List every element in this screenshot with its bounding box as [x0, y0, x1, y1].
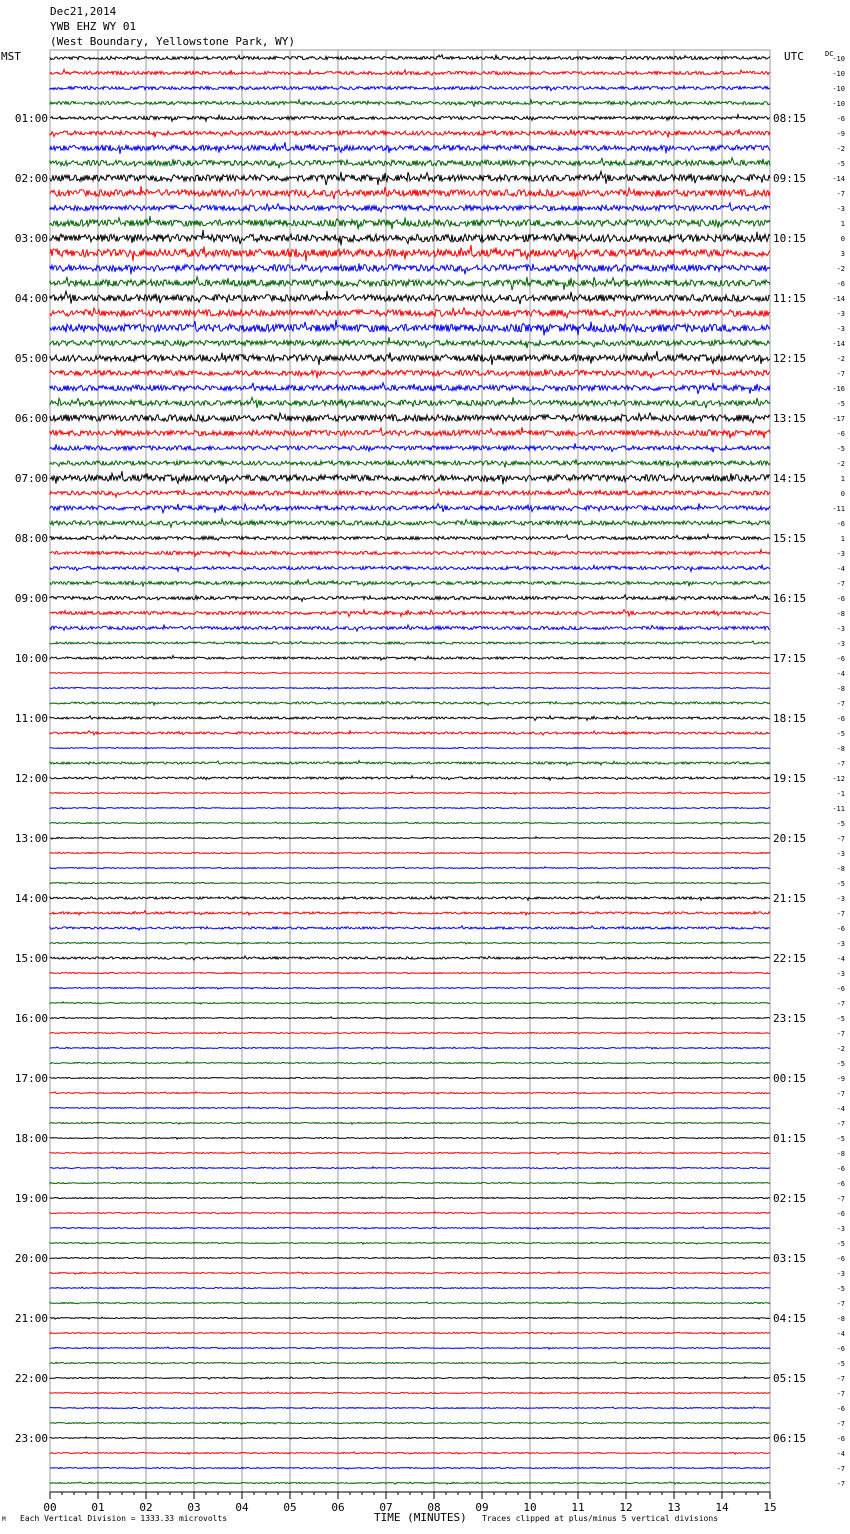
- right-hour-label: 16:15: [773, 592, 807, 605]
- trace-23: [50, 383, 770, 394]
- trace-52: [50, 822, 770, 824]
- dc-offset-label: -8: [836, 1315, 845, 1323]
- right-timezone-label: UTC: [784, 50, 804, 63]
- x-tick-label: 03: [187, 1501, 201, 1514]
- right-hour-label: 00:15: [773, 1072, 807, 1085]
- dc-offset-label: -2: [836, 1045, 845, 1053]
- trace-50: [50, 792, 770, 794]
- trace-68: [50, 1062, 770, 1064]
- x-tick-label: 04: [235, 1501, 249, 1514]
- trace-88: [50, 1362, 770, 1364]
- dc-offset-label: -2: [836, 460, 845, 468]
- dc-offset-label: -4: [836, 565, 845, 573]
- right-hour-label: 12:15: [773, 352, 807, 365]
- dc-offset-label: -3: [836, 205, 845, 213]
- left-hour-label: 04:00: [14, 292, 48, 305]
- trace-46: [50, 731, 770, 735]
- x-tick-label: 11: [571, 1501, 585, 1514]
- left-hour-label: 23:00: [14, 1432, 48, 1445]
- dc-offset-label: -6: [836, 1405, 845, 1413]
- dc-offset-label: 1: [840, 475, 845, 483]
- left-hour-label: 18:00: [14, 1132, 48, 1145]
- trace-63: [50, 987, 770, 989]
- trace-18: [50, 308, 770, 318]
- dc-offset-label: -4: [836, 955, 845, 963]
- dc-offset-label: -6: [836, 1435, 845, 1443]
- trace-34: [50, 550, 770, 557]
- dc-offset-label: -7: [836, 370, 845, 378]
- dc-offset-label: -7: [836, 835, 845, 843]
- trace-95: [50, 1467, 770, 1469]
- x-tick-label: 01: [91, 1501, 105, 1514]
- dc-offset-label: -5: [836, 445, 845, 453]
- trace-44: [50, 702, 770, 706]
- dc-offset-label: -5: [836, 1360, 845, 1368]
- trace-94: [50, 1452, 770, 1454]
- dc-offset-label: -3: [836, 625, 845, 633]
- trace-31: [50, 503, 770, 512]
- left-hour-label: 05:00: [14, 352, 48, 365]
- clip-note: Traces clipped at plus/minus 5 vertical divisions: [482, 1514, 719, 1523]
- trace-67: [50, 1047, 770, 1049]
- trace-66: [50, 1032, 770, 1034]
- dc-offset-label: -10: [832, 85, 845, 93]
- trace-group: [50, 55, 770, 1485]
- trace-77: [50, 1197, 770, 1199]
- dc-offset-label: -17: [832, 415, 845, 423]
- trace-61: [50, 956, 770, 960]
- trace-49: [50, 776, 770, 780]
- right-hour-label: 17:15: [773, 652, 807, 665]
- trace-87: [50, 1347, 770, 1349]
- trace-36: [50, 580, 770, 587]
- x-tick-label: 14: [715, 1501, 729, 1514]
- trace-74: [50, 1152, 770, 1154]
- right-hour-label: 21:15: [773, 892, 807, 905]
- trace-10: [50, 186, 770, 199]
- left-hour-label: 09:00: [14, 592, 48, 605]
- dc-offset-label: -7: [836, 190, 845, 198]
- trace-71: [50, 1107, 770, 1109]
- trace-39: [50, 625, 770, 632]
- dc-offset-label: 1: [840, 535, 845, 543]
- dc-offset-label: -12: [832, 775, 845, 783]
- dc-offset-label: 1: [840, 220, 845, 228]
- trace-73: [50, 1137, 770, 1139]
- right-hour-label: 23:15: [773, 1012, 807, 1025]
- dc-offset-label: -4: [836, 1330, 845, 1338]
- dc-offset-label: -6: [836, 655, 845, 663]
- left-hour-label: 08:00: [14, 532, 48, 545]
- dc-offset-label: -6: [836, 1180, 845, 1188]
- trace-92: [50, 1422, 770, 1424]
- dc-offset-label: -8: [836, 610, 845, 618]
- dc-offset-label: -5: [836, 1135, 845, 1143]
- dc-offset-label: -9: [836, 130, 845, 138]
- trace-25: [50, 413, 770, 423]
- trace-4: [50, 100, 770, 107]
- chart-date: Dec21,2014: [50, 5, 117, 18]
- x-tick-label: 08: [427, 1501, 441, 1514]
- dc-offset-label: -7: [836, 1030, 845, 1038]
- right-hour-label: 22:15: [773, 952, 807, 965]
- trace-47: [50, 747, 770, 749]
- trace-11: [50, 203, 770, 212]
- x-tick-label: 02: [139, 1501, 153, 1514]
- dc-offset-label: -3: [836, 310, 845, 318]
- chart-subtitle: (West Boundary, Yellowstone Park, WY): [50, 35, 296, 48]
- trace-65: [50, 1017, 770, 1019]
- dc-offset-label: -16: [832, 385, 845, 393]
- dc-offset-label: -3: [836, 550, 845, 558]
- trace-27: [50, 443, 770, 452]
- left-hour-label: 11:00: [14, 712, 48, 725]
- left-hour-label: 01:00: [14, 112, 48, 125]
- trace-17: [50, 291, 770, 304]
- left-hour-label: 17:00: [14, 1072, 48, 1085]
- dc-offset-label: -6: [836, 280, 845, 288]
- left-hour-label: 07:00: [14, 472, 48, 485]
- trace-70: [50, 1092, 770, 1094]
- trace-54: [50, 852, 770, 854]
- dc-offset-label: -3: [836, 850, 845, 858]
- dc-offset-label: -8: [836, 745, 845, 753]
- right-hour-label: 06:15: [773, 1432, 807, 1445]
- trace-57: [50, 896, 770, 900]
- right-hour-label: 13:15: [773, 412, 807, 425]
- right-hour-label: 14:15: [773, 472, 807, 485]
- dc-offset-label: -5: [836, 1285, 845, 1293]
- dc-offset-label: -7: [836, 910, 845, 918]
- right-hour-label: 18:15: [773, 712, 807, 725]
- dc-offset-label: -7: [836, 1300, 845, 1308]
- dc-offset-label: -7: [836, 1465, 845, 1473]
- dc-offset-label: -5: [836, 1060, 845, 1068]
- x-tick-label: 15: [763, 1501, 777, 1514]
- trace-62: [50, 972, 770, 974]
- trace-30: [50, 489, 770, 497]
- trace-59: [50, 926, 770, 930]
- chart-title: YWB EHZ WY 01: [50, 20, 137, 33]
- trace-16: [50, 277, 770, 290]
- dc-offset-label: -7: [836, 1195, 845, 1203]
- dc-offset-label: -2: [836, 355, 845, 363]
- right-hour-label: 19:15: [773, 772, 807, 785]
- dc-offset-label: -5: [836, 730, 845, 738]
- dc-offset-label: -10: [832, 70, 845, 78]
- trace-72: [50, 1122, 770, 1124]
- dc-offset-label: -6: [836, 595, 845, 603]
- scale-note: Each Vertical Division = 1333.33 microvolts: [20, 1514, 228, 1523]
- trace-48: [50, 761, 770, 766]
- dc-offset-label: -7: [836, 760, 845, 768]
- trace-24: [50, 397, 770, 408]
- trace-58: [50, 911, 770, 915]
- x-tick-label: 09: [475, 1501, 489, 1514]
- right-hour-label: 10:15: [773, 232, 807, 245]
- dc-offset-label: -3: [836, 640, 845, 648]
- right-hour-label: 01:15: [773, 1132, 807, 1145]
- trace-60: [50, 942, 770, 944]
- dc-offset-label: -5: [836, 400, 845, 408]
- trace-69: [50, 1077, 770, 1079]
- trace-75: [50, 1167, 770, 1169]
- dc-offset-label: -3: [836, 1225, 845, 1233]
- trace-13: [50, 230, 770, 246]
- trace-33: [50, 535, 770, 541]
- dc-offset-label: -2: [836, 265, 845, 273]
- dc-offset-label: -10: [832, 100, 845, 108]
- trace-1: [50, 55, 770, 60]
- dc-offset-label: 0: [840, 490, 845, 498]
- left-hour-label: 20:00: [14, 1252, 48, 1265]
- dc-offset-label: -4: [836, 1450, 845, 1458]
- trace-14: [50, 245, 770, 261]
- trace-3: [50, 86, 770, 91]
- dc-offset-label: -11: [832, 805, 845, 813]
- trace-86: [50, 1332, 770, 1334]
- trace-9: [50, 171, 770, 185]
- trace-84: [50, 1302, 770, 1304]
- dc-offset-label: -4: [836, 670, 845, 678]
- trace-51: [50, 807, 770, 809]
- dc-offset-label: -7: [836, 1120, 845, 1128]
- dc-offset-label: -3: [836, 940, 845, 948]
- right-hour-label: 20:15: [773, 832, 807, 845]
- right-hour-label: 15:15: [773, 532, 807, 545]
- x-tick-label: 07: [379, 1501, 393, 1514]
- dc-offset-label: -1: [836, 790, 845, 798]
- trace-22: [50, 369, 770, 378]
- dc-offset-label: -7: [836, 1480, 845, 1488]
- x-axis-label: TIME (MINUTES): [374, 1511, 467, 1524]
- trace-26: [50, 427, 770, 438]
- dc-offset-label: -3: [836, 325, 845, 333]
- x-tick-label: 13: [667, 1501, 681, 1514]
- dc-label: DC: [825, 50, 834, 58]
- trace-21: [50, 351, 770, 365]
- dc-offset-label: -3: [836, 970, 845, 978]
- dc-offset-label: -7: [836, 1090, 845, 1098]
- dc-offset-label: 3: [840, 250, 845, 258]
- trace-85: [50, 1317, 770, 1319]
- trace-5: [50, 115, 770, 122]
- dc-offset-label: -6: [836, 1210, 845, 1218]
- left-hour-label: 15:00: [14, 952, 48, 965]
- trace-80: [50, 1242, 770, 1244]
- dc-offset-label: -2: [836, 145, 845, 153]
- left-hour-label: 16:00: [14, 1012, 48, 1025]
- dc-offset-label: -4: [836, 1105, 845, 1113]
- dc-offset-label: -14: [832, 340, 845, 348]
- trace-37: [50, 595, 770, 601]
- dc-offset-label: -7: [836, 580, 845, 588]
- dc-offset-label: -3: [836, 895, 845, 903]
- trace-43: [50, 687, 770, 689]
- dc-offset-label: -10: [832, 55, 845, 63]
- left-hour-label: 19:00: [14, 1192, 48, 1205]
- dc-offset-label: -7: [836, 700, 845, 708]
- trace-7: [50, 142, 770, 154]
- x-tick-label: 12: [619, 1501, 633, 1514]
- trace-93: [50, 1437, 770, 1439]
- trace-2: [50, 70, 770, 76]
- trace-42: [50, 672, 770, 674]
- x-tick-label: 06: [331, 1501, 345, 1514]
- right-hour-label: 02:15: [773, 1192, 807, 1205]
- dc-offset-label: -7: [836, 1000, 845, 1008]
- left-hour-label: 13:00: [14, 832, 48, 845]
- trace-12: [50, 216, 770, 230]
- trace-56: [50, 882, 770, 884]
- dc-offset-label: -14: [832, 295, 845, 303]
- dc-offset-label: -7: [836, 1375, 845, 1383]
- trace-64: [50, 1002, 770, 1004]
- left-hour-label: 02:00: [14, 172, 48, 185]
- trace-28: [50, 459, 770, 467]
- left-hour-label: 22:00: [14, 1372, 48, 1385]
- corner-mark: M: [2, 1516, 6, 1523]
- dc-offset-label: -7: [836, 1420, 845, 1428]
- x-tick-label: 10: [523, 1501, 537, 1514]
- trace-89: [50, 1377, 770, 1379]
- trace-90: [50, 1392, 770, 1394]
- trace-55: [50, 867, 770, 869]
- trace-82: [50, 1272, 770, 1274]
- dc-offset-label: 0: [840, 235, 845, 243]
- dc-offset-label: -9: [836, 1075, 845, 1083]
- dc-offset-label: -5: [836, 160, 845, 168]
- trace-32: [50, 519, 770, 527]
- left-timezone-label: MST: [1, 50, 21, 63]
- trace-53: [50, 837, 770, 839]
- left-hour-label: 12:00: [14, 772, 48, 785]
- dc-offset-label: -14: [832, 175, 845, 183]
- trace-15: [50, 263, 770, 274]
- dc-offset-label: -6: [836, 1345, 845, 1353]
- trace-19: [50, 320, 770, 336]
- x-tick-label: 05: [283, 1501, 297, 1514]
- dc-offset-label: -6: [836, 715, 845, 723]
- dc-offset-label: -6: [836, 520, 845, 528]
- dc-offset-label: -6: [836, 985, 845, 993]
- dc-offset-label: -6: [836, 1165, 845, 1173]
- right-hour-label: 04:15: [773, 1312, 807, 1325]
- dc-offset-label: -6: [836, 1255, 845, 1263]
- trace-35: [50, 565, 770, 571]
- left-hour-label: 10:00: [14, 652, 48, 665]
- dc-offset-label: -5: [836, 1240, 845, 1248]
- right-hour-label: 11:15: [773, 292, 807, 305]
- trace-40: [50, 641, 770, 645]
- trace-91: [50, 1407, 770, 1409]
- trace-38: [50, 610, 770, 617]
- trace-41: [50, 656, 770, 661]
- trace-83: [50, 1287, 770, 1289]
- dc-offset-label: -8: [836, 1150, 845, 1158]
- left-hour-label: 03:00: [14, 232, 48, 245]
- trace-81: [50, 1257, 770, 1259]
- trace-79: [50, 1227, 770, 1229]
- right-hour-label: 09:15: [773, 172, 807, 185]
- dc-offset-label: -5: [836, 820, 845, 828]
- dc-offset-label: -11: [832, 505, 845, 513]
- x-tick-label: 00: [43, 1501, 57, 1514]
- dc-offset-label: -5: [836, 880, 845, 888]
- trace-76: [50, 1182, 770, 1184]
- dc-offset-label: -8: [836, 865, 845, 873]
- dc-offset-label: -7: [836, 1390, 845, 1398]
- trace-96: [50, 1482, 770, 1484]
- dc-offset-label: -6: [836, 115, 845, 123]
- trace-6: [50, 129, 770, 137]
- dc-offset-label: -6: [836, 430, 845, 438]
- trace-8: [50, 158, 770, 169]
- trace-45: [50, 716, 770, 721]
- dc-offset-label: -5: [836, 1015, 845, 1023]
- trace-20: [50, 337, 770, 348]
- dc-offset-label: -8: [836, 685, 845, 693]
- dc-offset-label: -3: [836, 1270, 845, 1278]
- trace-78: [50, 1212, 770, 1214]
- left-hour-label: 06:00: [14, 412, 48, 425]
- dc-offset-label: -6: [836, 925, 845, 933]
- trace-29: [50, 471, 770, 484]
- right-hour-label: 05:15: [773, 1372, 807, 1385]
- left-hour-label: 21:00: [14, 1312, 48, 1325]
- right-hour-label: 03:15: [773, 1252, 807, 1265]
- left-hour-label: 14:00: [14, 892, 48, 905]
- right-hour-label: 08:15: [773, 112, 807, 125]
